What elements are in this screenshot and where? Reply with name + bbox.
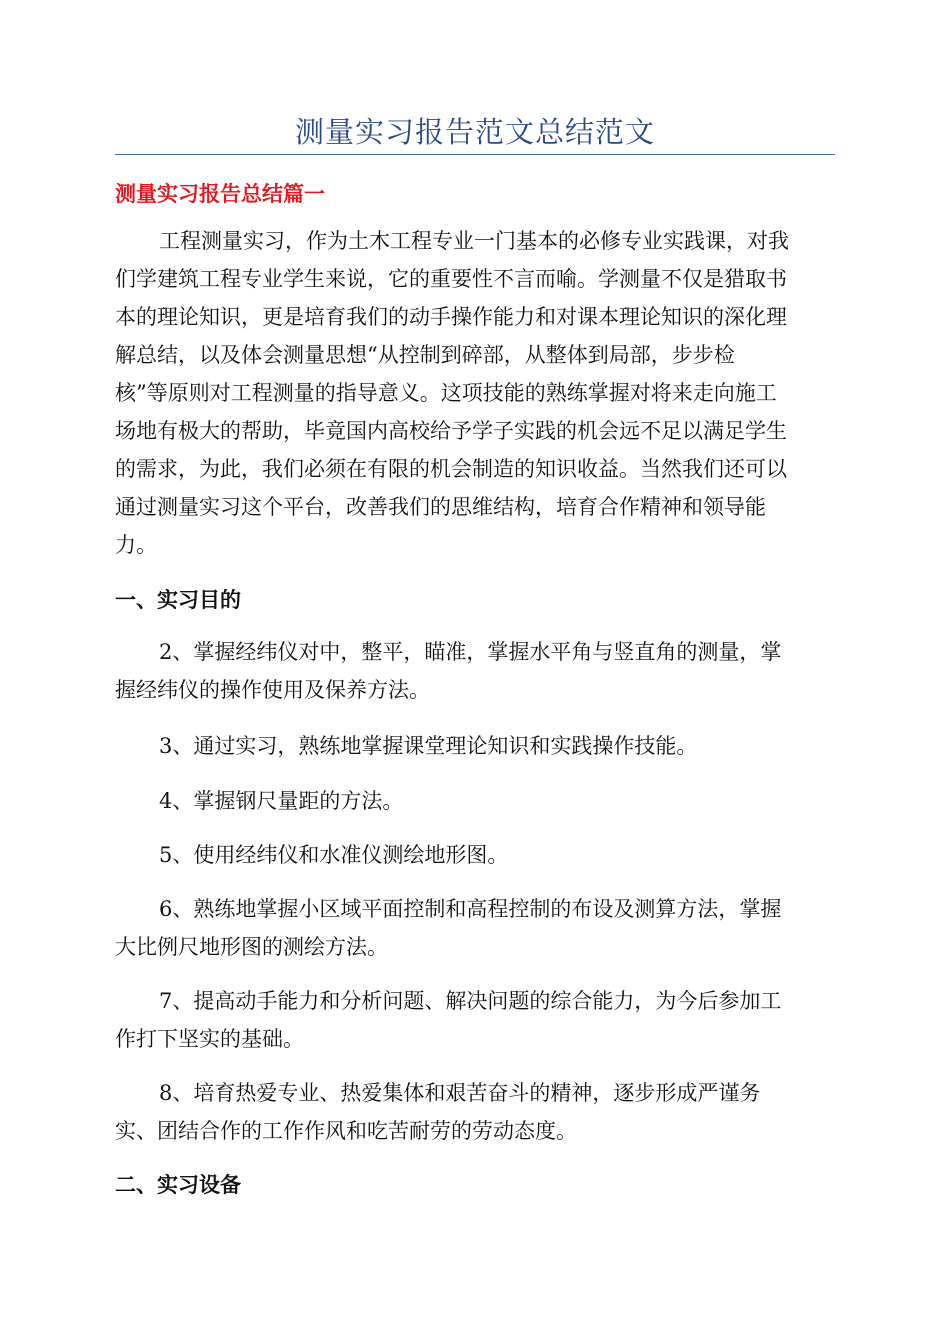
intro-line: 核”等原则对工程测量的指导意义。这项技能的熟练掌握对将来走向施工 — [115, 381, 777, 405]
intro-line: 解总结，以及体会测量思想“从控制到碎部，从整体到局部，步步检 — [115, 343, 735, 367]
objective-line: 大比例尺地形图的测绘方法。 — [115, 935, 388, 959]
objective-line: 实、团结合作的工作作风和吃苦耐劳的劳动态度。 — [115, 1119, 577, 1143]
intro-line: 们学建筑工程专业学生来说，它的重要性不言而喻。学测量不仅是猎取书 — [115, 267, 787, 291]
section-heading: 测量实习报告总结篇一 — [115, 182, 325, 206]
objective-line: 作打下坚实的基础。 — [115, 1027, 304, 1051]
intro-paragraph — [115, 222, 835, 564]
objective-line: 3、通过实习，熟练地掌握课堂理论知识和实践操作技能。 — [159, 734, 698, 758]
intro-line: 通过测量实习这个平台，改善我们的思维结构，培育合作精神和领导能 — [115, 495, 766, 519]
objective-item — [115, 836, 835, 874]
heading-internship-purpose: 一、实习目的 — [115, 588, 241, 612]
document-title: 测量实习报告范文总结范文 — [294, 115, 655, 149]
objective-item — [115, 890, 835, 966]
objective-line: 5、使用经纬仪和水准仪测绘地形图。 — [159, 843, 509, 867]
objective-line: 4、掌握钢尺量距的方法。 — [159, 789, 404, 813]
heading-internship-equipment: 二、实习设备 — [115, 1173, 241, 1197]
intro-line: 本的理论知识，更是培育我们的动手操作能力和对课本理论知识的深化理 — [115, 305, 787, 329]
objective-item — [115, 1074, 835, 1150]
title-underline — [115, 154, 835, 155]
intro-line: 的需求，为此，我们必须在有限的机会制造的知识收益。当然我们还可以 — [115, 457, 787, 481]
intro-line: 场地有极大的帮助，毕竟国内高校给予学子实践的机会远不足以满足学生 — [115, 419, 787, 443]
objective-item — [115, 782, 835, 820]
objective-line: 6、熟练地掌握小区域平面控制和高程控制的布设及测算方法，掌握 — [159, 897, 782, 921]
objective-line: 7、提高动手能力和分析问题、解决问题的综合能力，为今后参加工 — [159, 989, 782, 1013]
objective-line: 2、掌握经纬仪对中，整平，瞄准，掌握水平角与竖直角的测量，掌 — [159, 640, 782, 664]
objective-item — [115, 633, 835, 709]
intro-line: 工程测量实习，作为土木工程专业一门基本的必修专业实践课，对我 — [159, 229, 789, 253]
objective-line: 握经纬仪的操作使用及保养方法。 — [115, 678, 430, 702]
objective-item — [115, 727, 835, 765]
objective-line: 8、培育热爱专业、热爱集体和艰苦奋斗的精神，逐步形成严谨务 — [159, 1081, 761, 1105]
objective-item — [115, 982, 835, 1058]
intro-line: 力。 — [115, 533, 157, 557]
